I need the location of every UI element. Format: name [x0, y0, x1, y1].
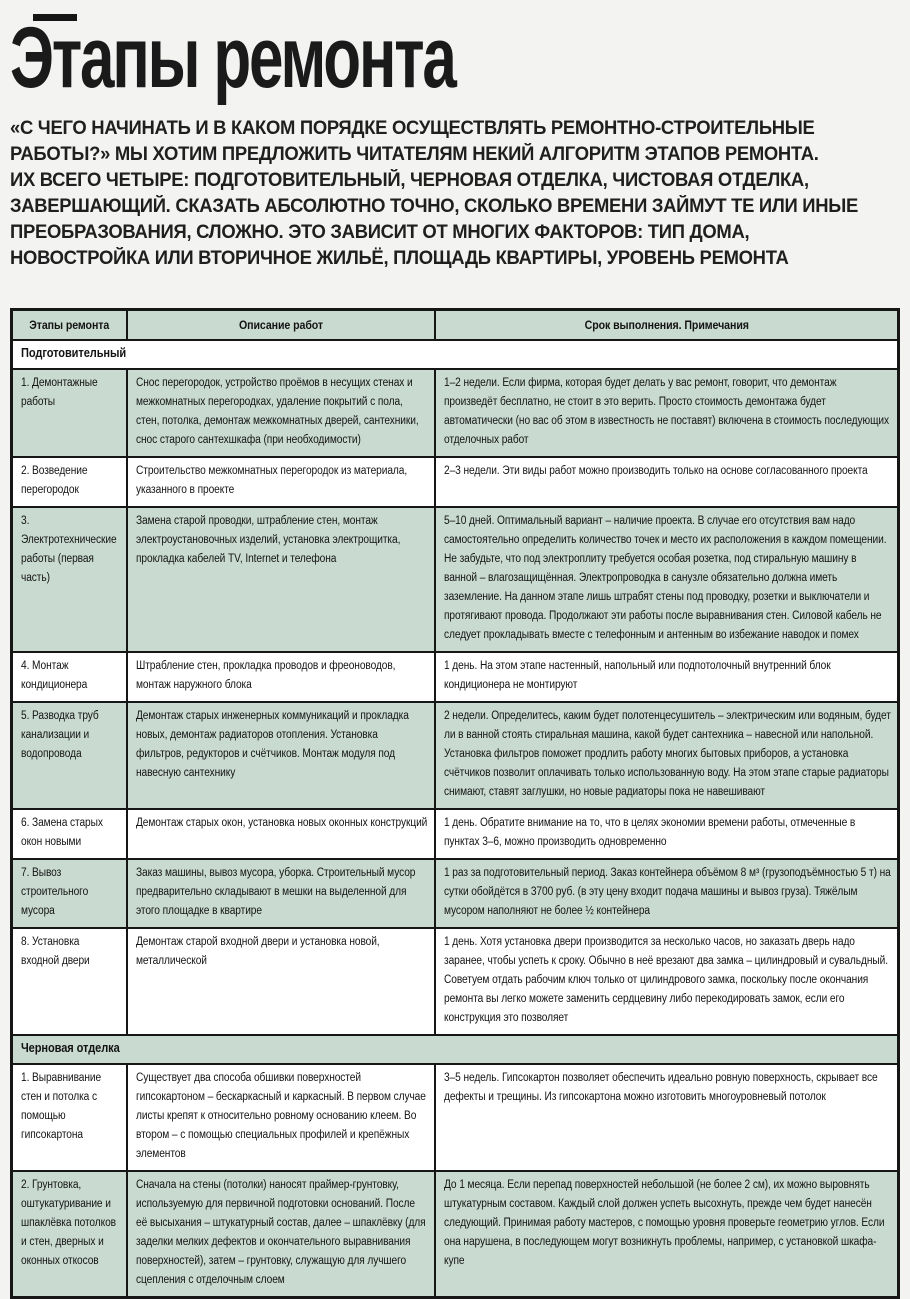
header-deadline: Срок выполнения. Примечания	[435, 310, 899, 341]
intro-line: НОВОСТРОЙКА ИЛИ ВТОРИЧНОЕ ЖИЛЬЁ, ПЛОЩАДЬ КВАРТИРЫ, УРОВЕНЬ РЕМОНТА	[10, 248, 789, 269]
table-row	[12, 928, 899, 1035]
stage-cell: 4. Монтаж кондиционера	[12, 652, 127, 702]
stage-cell: 1. Выравнивание стен и потолка с помощью гипсокартона	[12, 1064, 127, 1171]
notes-cell: 2–3 недели. Эти виды работ можно производить только на основе согласованного проекта	[435, 457, 899, 507]
page-title: Этапы ремонта	[10, 10, 455, 106]
stage-cell: 2. Возведение перегородок	[12, 457, 127, 507]
description-cell: Строительство межкомнатных перегородок из материала, указанного в проекте	[127, 457, 435, 507]
intro-line: ИХ ВСЕГО ЧЕТЫРЕ: ПОДГОТОВИТЕЛЬНЫЙ, ЧЕРНОВАЯ ОТДЕЛКА, ЧИСТОВАЯ ОТДЕЛКА,	[10, 170, 809, 191]
intro-line: ЗАВЕРШАЮЩИЙ. СКАЗАТЬ АБСОЛЮТНО ТОЧНО, СКОЛЬКО ВРЕМЕНИ ЗАЙМУТ ТЕ ИЛИ ИНЫЕ	[10, 196, 859, 217]
table-row	[12, 369, 899, 457]
description-cell: Демонтаж старых окон, установка новых оконных конструкций	[127, 809, 435, 859]
table-row	[12, 1171, 899, 1298]
notes-cell: 1 день. Хотя установка двери производится за несколько часов, но заказать дверь надо заранее, чтобы успеть к сроку. Обычно в неё врезают два замка – цилиндровый и сувальдный. Советуем отдать рабочим ключ только от цилиндрового замка, поскольку после окончания ремонта вы легко можете заменить сердцевину либо перекодировать замок, если его конструкция это позволяет	[435, 928, 899, 1035]
description-cell: Штрабление стен, прокладка проводов и фреоноводов, монтаж наружного блока	[127, 652, 435, 702]
table-row	[12, 507, 899, 652]
section-header-row	[12, 1035, 899, 1064]
header-stage: Этапы ремонта	[12, 310, 127, 341]
section-title: Черновая отделка	[12, 1035, 899, 1064]
notes-cell: 2 недели. Определитесь, каким будет полотенцесушитель – электрическим или водяным, будет ли в ванной стоять стиральная машина, какой будет сантехника – навесной или напольной. Установка фильтров поможет продлить работу многих бытовых приборов, а установка счётчиков позволит оплачивать только использованную воду. На этом этапе старые радиаторы снимают, ставят заглушки, но новые радиаторы пока не навешивают	[435, 702, 899, 809]
stage-cell: 5. Разводка труб канализации и водопровода	[12, 702, 127, 809]
notes-cell: 1 раз за подготовительный период. Заказ контейнера объёмом 8 м³ (грузоподъёмностью 5 т) на сутки обойдётся в 3700 руб. (в эту цену входит подача машины и вывоз груза). Тяжёлым мусором наполняют не более ½ контейнера	[435, 859, 899, 928]
intro-line: РАБОТЫ?» МЫ ХОТИМ ПРЕДЛОЖИТЬ ЧИТАТЕЛЯМ НЕКИЙ АЛГОРИТМ ЭТАПОВ РЕМОНТА.	[10, 144, 819, 165]
notes-cell: 1–2 недели. Если фирма, которая будет делать у вас ремонт, говорит, что демонтаж произведёт бесплатно, не стоит в это верить. Просто стоимость демонтажа будет автоматически (но вас об этом в известность не поставят) включена в стоимость последующих отделочных работ	[435, 369, 899, 457]
document-page	[0, 10, 910, 1299]
stage-cell: 3. Электротехнические работы (первая часть)	[12, 507, 127, 652]
stage-cell: 6. Замена старых окон новыми	[12, 809, 127, 859]
intro-paragraph	[10, 116, 897, 272]
description-cell: Демонтаж старой входной двери и установка новой, металлической	[127, 928, 435, 1035]
table-row	[12, 809, 899, 859]
table-row	[12, 652, 899, 702]
header-description: Описание работ	[127, 310, 435, 341]
table-row	[12, 457, 899, 507]
stage-cell: 7. Вывоз строительного мусора	[12, 859, 127, 928]
section-header-row	[12, 340, 899, 369]
stage-cell: 2. Грунтовка, оштукатуривание и шпаклёвка потолков и стен, дверных и оконных откосов	[12, 1171, 127, 1298]
description-cell: Замена старой проводки, штрабление стен, монтаж электроустановочных изделий, установка электрощитка, прокладка кабелей TV, Internet и телефона	[127, 507, 435, 652]
table-row	[12, 859, 899, 928]
intro-line: «С ЧЕГО НАЧИНАТЬ И В КАКОМ ПОРЯДКЕ ОСУЩЕСТВЛЯТЬ РЕМОНТНО-СТРОИТЕЛЬНЫЕ	[10, 118, 815, 139]
notes-cell: До 1 месяца. Если перепад поверхностей небольшой (не более 2 см), их можно выровнять штукатурным составом. Каждый слой должен успеть высохнуть, прежде чем будет нанесён следующий. Принимая работу мастеров, с помощью уровня проверьте геометрию углов. Если она нарушена, в последующем могут возникнуть проблемы, например, с установкой шкафа-купе	[435, 1171, 899, 1298]
stage-cell: 8. Установка входной двери	[12, 928, 127, 1035]
notes-cell: 1 день. Обратите внимание на то, что в целях экономии времени работы, отмеченные в пунктах 3–6, можно производить одновременно	[435, 809, 899, 859]
notes-cell: 1 день. На этом этапе настенный, напольный или подпотолочный внутренний блок кондиционера не монтируют	[435, 652, 899, 702]
description-cell: Снос перегородок, устройство проёмов в несущих стенах и межкомнатных перегородках, удаление покрытий с пола, стен, потолка, демонтаж межкомнатных дверей, сантехники, снос старого сантехшкафа (при необходимости)	[127, 369, 435, 457]
table-header-row	[12, 310, 899, 341]
description-cell: Существует два способа обшивки поверхностей гипсокартоном – бескаркасный и каркасный. В первом случае листы крепят к относительно ровному основанию клеем. Во втором – с помощью специальных профилей и крепёжных элементов	[127, 1064, 435, 1171]
table-row	[12, 1064, 899, 1171]
stages-table	[10, 308, 900, 1299]
stage-cell: 1. Демонтажные работы	[12, 369, 127, 457]
description-cell: Демонтаж старых инженерных коммуникаций и прокладка новых, демонтаж радиаторов отопления. Установка фильтров, редукторов и счётчиков. Монтаж модуля под навесную сантехнику	[127, 702, 435, 809]
notes-cell: 3–5 недель. Гипсокартон позволяет обеспечить идеально ровную поверхность, скрывает все дефекты и трещины. Из гипсокартона можно изготовить многоуровневый потолок	[435, 1064, 899, 1171]
intro-line: ПРЕОБРАЗОВАНИЯ, СЛОЖНО. ЭТО ЗАВИСИТ ОТ МНОГИХ ФАКТОРОВ: ТИП ДОМА,	[10, 222, 750, 243]
description-cell: Сначала на стены (потолки) наносят праймер-грунтовку, используемую для первичной подготовки оснований. После её высыхания – штукатурный состав, далее – шпаклёвку (для заделки мелких дефектов и окончательного выравнивания поверхностей), затем – грунтовку, служащую для лучшего сцепления с отделочным слоем	[127, 1171, 435, 1298]
table-row	[12, 702, 899, 809]
description-cell: Заказ машины, вывоз мусора, уборка. Строительный мусор предварительно складывают в мешки на выделенной для этого площадке в квартире	[127, 859, 435, 928]
notes-cell: 5–10 дней. Оптимальный вариант – наличие проекта. В случае его отсутствия вам надо самостоятельно определить количество точек и место их расположения в каждом помещении. Не забудьте, что под электроплиту требуется особая розетка, под стиральную машину в ванной – влагозащищённая. Электропроводка в санузле обязательно должна иметь заземление. На данном этапе лишь штрабят стены под проводку, розетки и выключатели и протягивают провода. Продолжают эти работы после выравнивания стен. Силовой кабель не следует прокладывать вместе с телефонным и антенным во избежание наводок и помех	[435, 507, 899, 652]
section-title: Подготовительный	[12, 340, 899, 369]
